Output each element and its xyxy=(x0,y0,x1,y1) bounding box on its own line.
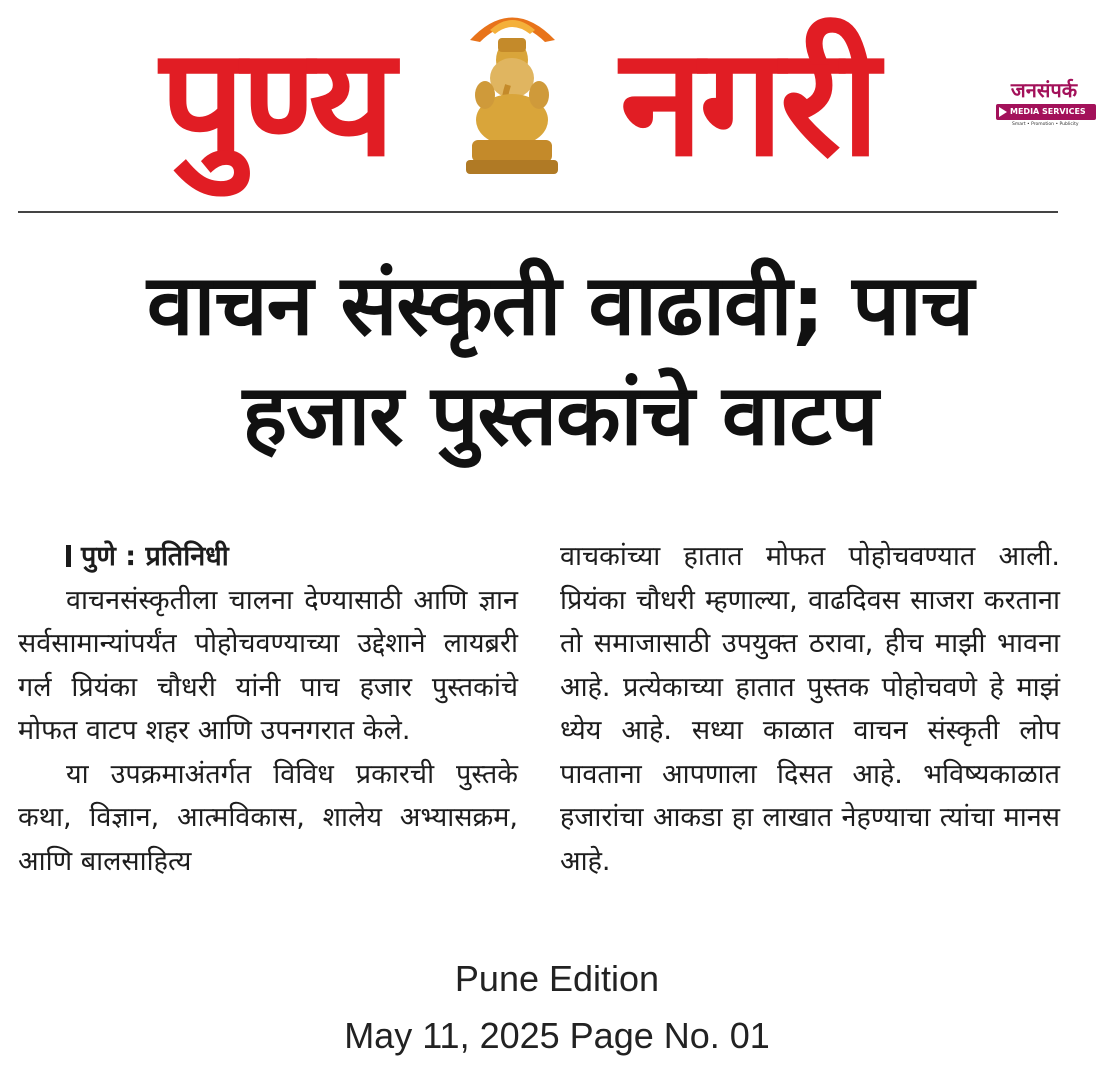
edition-label: Pune Edition xyxy=(454,958,660,999)
left-paragraph-2: या उपक्रमाअंतर्गत विविध प्रकारची पुस्तके कथा, विज्ञान, आत्मविकास, शालेय अभ्यासक्रम, आणि बालसाहित्य xyxy=(18,758,518,877)
headline-line-2: हजार पुस्तकांचे वाटप xyxy=(242,366,878,464)
left-paragraph-1: वाचनसंस्कृतीला चालना देण्यासाठी आणि ज्ञान सर्वसामान्यांपर्यंत पोहोचवण्याच्या उद्देशाने लायब्ररी गर्ल प्रियंका चौधरी यांनी पाच हजार पुस्तकांचे मोफत वाटप शहर आणि उपनगरात केले. xyxy=(18,584,518,746)
agency-logo-band xyxy=(996,104,1096,120)
masthead-divider xyxy=(18,211,1058,213)
dateline-text: पुणे : प्रतिनिधी xyxy=(81,541,229,572)
agency-logo xyxy=(988,76,1100,156)
article-column-left xyxy=(18,535,518,883)
agency-logo-name: जनसंपर्क xyxy=(1010,78,1078,102)
dateline-marker-icon xyxy=(66,545,71,567)
date-page-label: May 11, 2025 Page No. 01 xyxy=(344,1015,770,1056)
agency-logo-tagline: Smart • Promotion • Publicity xyxy=(1012,122,1079,127)
article-headline xyxy=(30,250,1090,470)
masthead-name-right: नगरी xyxy=(620,16,876,190)
ganesha-emblem-icon xyxy=(450,0,575,180)
article-paragraph xyxy=(18,753,518,884)
play-icon xyxy=(999,107,1007,117)
article-dateline xyxy=(18,535,518,579)
article-column-right xyxy=(560,535,1060,883)
headline-line-1: वाचन संस्कृती वाढावी; पाच xyxy=(146,256,974,354)
masthead xyxy=(150,0,970,200)
article-paragraph xyxy=(18,579,518,753)
right-paragraph: वाचकांच्या हातात मोफत पोहोचवण्यात आली. प्रियंका चौधरी म्हणाल्या, वाढदिवस साजरा करताना तो समाजासाठी उपयुक्त ठरावा, हीच माझी भावना आहे. प्रत्येकाच्या हातात पुस्तक पोहोचवणे हे माझं ध्येय आहे. सध्या काळात वाचन संस्कृती लोप पावताना आपणाला दिसत आहे. भविष्यकाळात हजारांचा आकडा हा लाखात नेहण्याचा त्यांचा मानस आहे. xyxy=(560,541,1060,877)
agency-logo-subtitle: MEDIA SERVICES xyxy=(1010,107,1086,116)
masthead-name-left: पुण्य xyxy=(160,16,392,190)
